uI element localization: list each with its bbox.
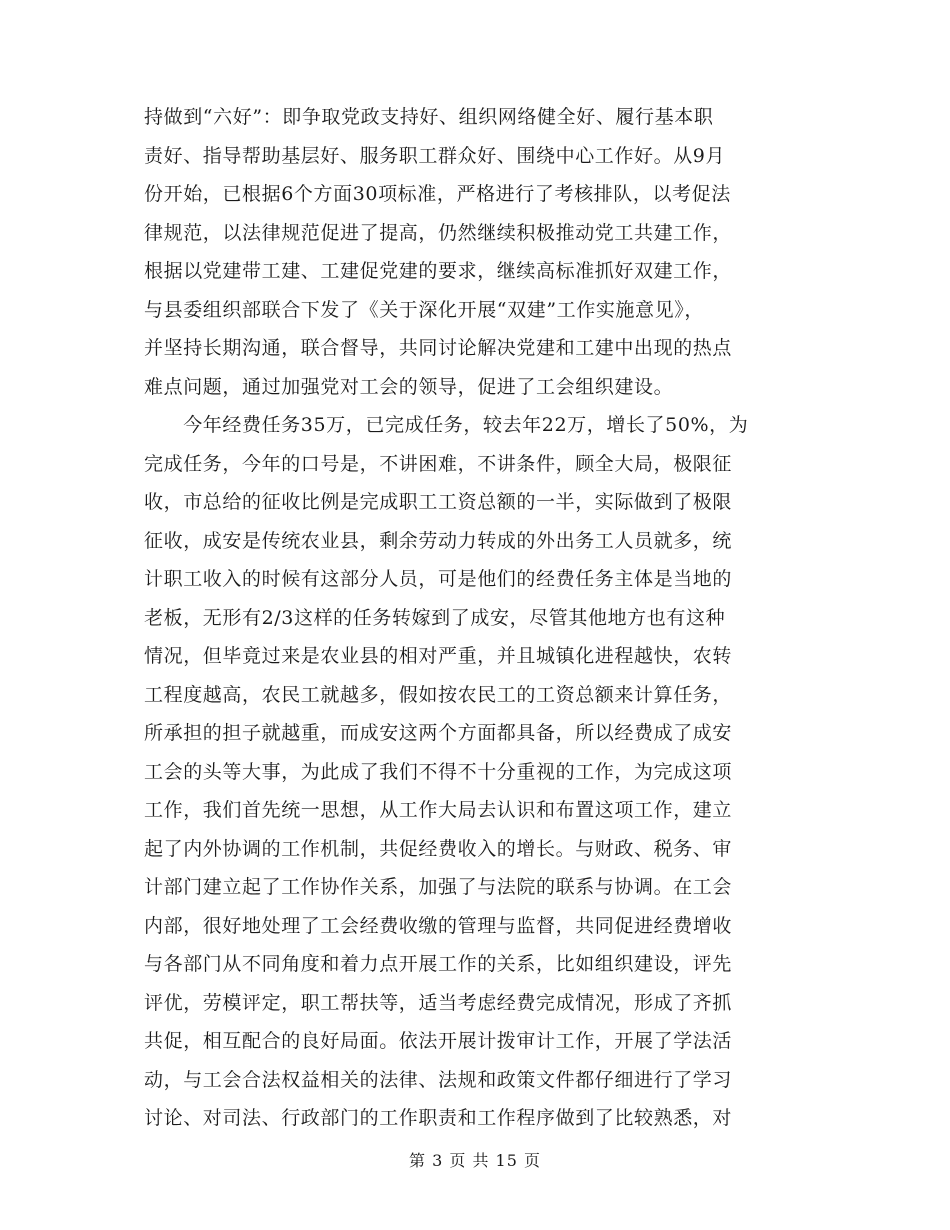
page-number-footer: 第 3 页 共 15 页 bbox=[409, 1151, 541, 1170]
text-line: 老板，无形有2/3这样的任务转嫁到了成安，尽管其他地方也有这种 bbox=[144, 606, 726, 629]
text-line: 内部，很好地处理了工会经费收缴的管理与监督，共同促进经费增收 bbox=[144, 914, 733, 937]
body-text bbox=[144, 98, 810, 1138]
text-line: 计部门建立起了工作协作关系，加强了与法院的联系与协调。在工会 bbox=[144, 876, 733, 898]
text-line: 与县委组织部联合下发了《关于深化开展“双建”工作实施意见》， bbox=[144, 298, 704, 321]
text-line: 并坚持长期沟通，联合督导，共同讨论解决党建和工建中出现的热点 bbox=[144, 337, 733, 359]
text-line: 讨论、对司法、行政部门的工作职责和工作程序做到了比较熟悉，对 bbox=[144, 1107, 733, 1129]
text-line: 难点问题，通过加强党对工会的领导，促进了工会组织建设。 bbox=[144, 375, 674, 398]
text-line: 共促，相互配合的良好局面。依法开展计拨审计工作，开展了学法活 bbox=[144, 1030, 733, 1052]
text-line: 工会的头等大事，为此成了我们不得不十分重视的工作，为完成这项 bbox=[144, 760, 733, 783]
text-line: 份开始，已根据6个方面30项标准，严格进行了考核排队，以考促法 bbox=[144, 183, 731, 205]
text-line: 工程度越高，农民工就越多，假如按农民工的工资总额来计算任务， bbox=[144, 683, 733, 706]
text-line: 与各部门从不同角度和着力点开展工作的关系，比如组织建设，评先 bbox=[144, 953, 733, 975]
text-line: 收，市总给的征收比例是完成职工工资总额的一半，实际做到了极限 bbox=[144, 491, 733, 513]
text-line: 工作，我们首先统一思想，从工作大局去认识和布置这项工作，建立 bbox=[144, 799, 733, 821]
text-line: 动，与工会合法权益相关的法律、法规和政策文件都仔细进行了学习 bbox=[144, 1068, 733, 1091]
text-line: 今年经费任务35万，已完成任务，较去年22万，增长了50%，为 bbox=[144, 414, 749, 436]
text-line: 征收，成安是传统农业县，剩余劳动力转成的外出务工人员就多，统 bbox=[144, 529, 733, 552]
text-line: 根据以党建带工建、工建促党建的要求，继续高标准抓好双建工作， bbox=[144, 260, 733, 282]
text-line: 持做到“六好”：即争取党政支持好、组织网络健全好、履行基本职 bbox=[144, 106, 714, 128]
text-line: 计职工收入的时候有这部分人员，可是他们的经费任务主体是当地的 bbox=[144, 568, 733, 590]
text-line: 情况，但毕竟过来是农业县的相对严重，并且城镇化进程越快，农转 bbox=[144, 645, 733, 667]
text-line: 完成任务，今年的口号是，不讲困难，不讲条件，顾全大局，极限征 bbox=[144, 452, 733, 475]
text-line: 律规范，以法律规范促进了提高，仍然继续积极推动党工共建工作， bbox=[144, 221, 733, 244]
text-line: 起了内外协调的工作机制，共促经费收入的增长。与财政、税务、审 bbox=[144, 837, 733, 860]
text-line: 责好、指导帮助基层好、服务职工群众好、围绕中心工作好。从9月 bbox=[144, 144, 726, 167]
text-line: 评优，劳模评定，职工帮扶等，适当考虑经费完成情况，形成了齐抓 bbox=[144, 991, 733, 1014]
text-line: 所承担的担子就越重，而成安这两个方面都具备，所以经费成了成安 bbox=[144, 722, 733, 744]
